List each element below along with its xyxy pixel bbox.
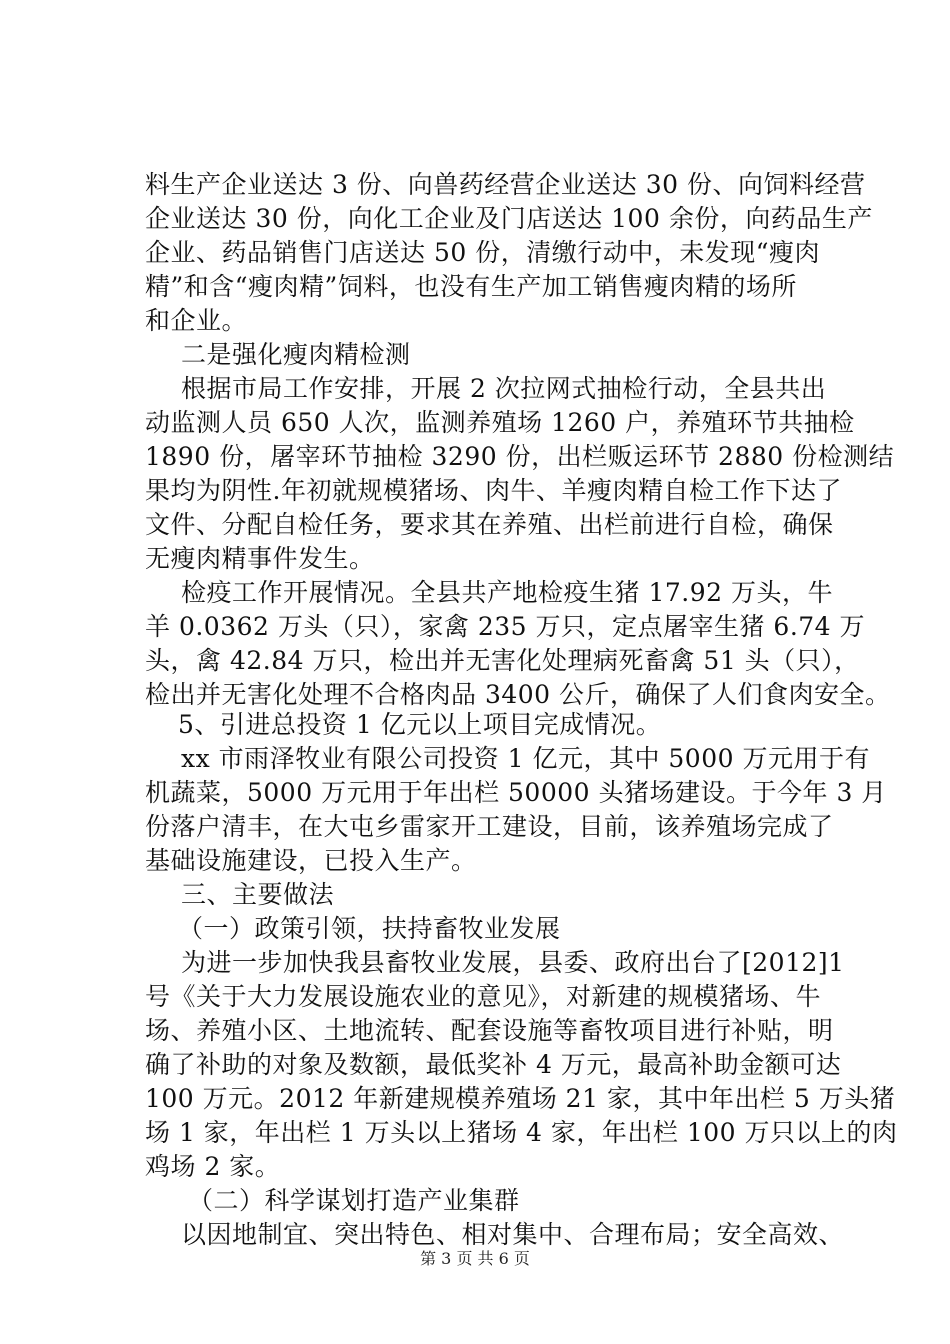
text-line: 检出并无害化处理不合格肉品 3400 公斤，确保了人们食肉安全。	[145, 680, 891, 709]
text-line: 文件、分配自检任务，要求其在养殖、出栏前进行自检，确保	[145, 510, 834, 539]
text-line: 动监测人员 650 人次，监测养殖场 1260 户，养殖环节共抽检	[145, 408, 855, 437]
section-heading: 5、引进总投资 1 亿元以上项目完成情况。	[178, 710, 662, 739]
text-line: 场、养殖小区、土地流转、配套设施等畜牧项目进行补贴，明	[145, 1016, 834, 1045]
section-heading: 三、主要做法	[181, 880, 335, 909]
text-line: 头，禽 42.84 万只，检出并无害化处理病死畜禽 51 头（只），	[145, 646, 860, 675]
page-footer: 第 3 页 共 6 页	[420, 1249, 530, 1268]
text-line: 份落户清丰，在大屯乡雷家开工建设，目前，该养殖场完成了	[145, 812, 834, 841]
text-line: 和企业。	[145, 306, 248, 335]
text-line: 号《关于大力发展设施农业的意见》，对新建的规模猪场、牛	[145, 982, 822, 1011]
paragraph-first-line: 为进一步加快我县畜牧业发展，县委、政府出台了[2012]1	[181, 948, 845, 977]
paragraph-first-line: xx 市雨泽牧业有限公司投资 1 亿元，其中 5000 万元用于有	[181, 744, 870, 773]
text-line: 场 1 家，年出栏 1 万头以上猪场 4 家，年出栏 100 万只以上的肉	[145, 1118, 898, 1147]
text-line: 企业送达 30 份，向化工企业及门店送达 100 余份，向药品生产	[145, 204, 873, 233]
text-line: 100 万元。2012 年新建规模养殖场 21 家，其中年出栏 5 万头猪	[145, 1084, 896, 1113]
subsection-heading: （二）科学谋划打造产业集群	[188, 1186, 520, 1215]
subsection-heading: （一）政策引领，扶持畜牧业发展	[178, 914, 561, 943]
paragraph-first-line: 根据市局工作安排，开展 2 次拉网式抽检行动，全县共出	[181, 374, 827, 403]
text-line: 料生产企业送达 3 份、向兽药经营企业送达 30 份、向饲料经营	[145, 170, 866, 199]
paragraph-first-line: 以因地制宜、突出特色、相对集中、合理布局；安全高效、	[181, 1220, 845, 1249]
text-line: 鸡场 2 家。	[145, 1152, 281, 1181]
section-heading: 二是强化瘦肉精检测	[181, 340, 411, 369]
text-line: 果均为阴性.年初就规模猪场、肉牛、羊瘦肉精自检工作下达了	[145, 476, 842, 505]
text-line: 基础设施建设，已投入生产。	[145, 846, 477, 875]
text-line: 精”和含“瘦肉精”饲料，也没有生产加工销售瘦肉精的场所	[145, 272, 797, 301]
text-line: 确了补助的对象及数额，最低奖补 4 万元，最高补助金额可达	[145, 1050, 842, 1079]
text-line: 无瘦肉精事件发生。	[145, 544, 375, 573]
text-line: 机蔬菜，5000 万元用于年出栏 50000 头猪场建设。于今年 3 月	[145, 778, 887, 807]
text-line: 羊 0.0362 万头（只），家禽 235 万只，定点屠宰生猪 6.74 万	[145, 612, 866, 641]
paragraph-first-line: 检疫工作开展情况。全县共产地检疫生猪 17.92 万头，牛	[181, 578, 833, 607]
text-line: 企业、药品销售门店送达 50 份，清缴行动中，未发现“瘦肉	[145, 238, 820, 267]
text-line: 1890 份，屠宰环节抽检 3290 份，出栏贩运环节 2880 份检测结	[145, 442, 895, 471]
